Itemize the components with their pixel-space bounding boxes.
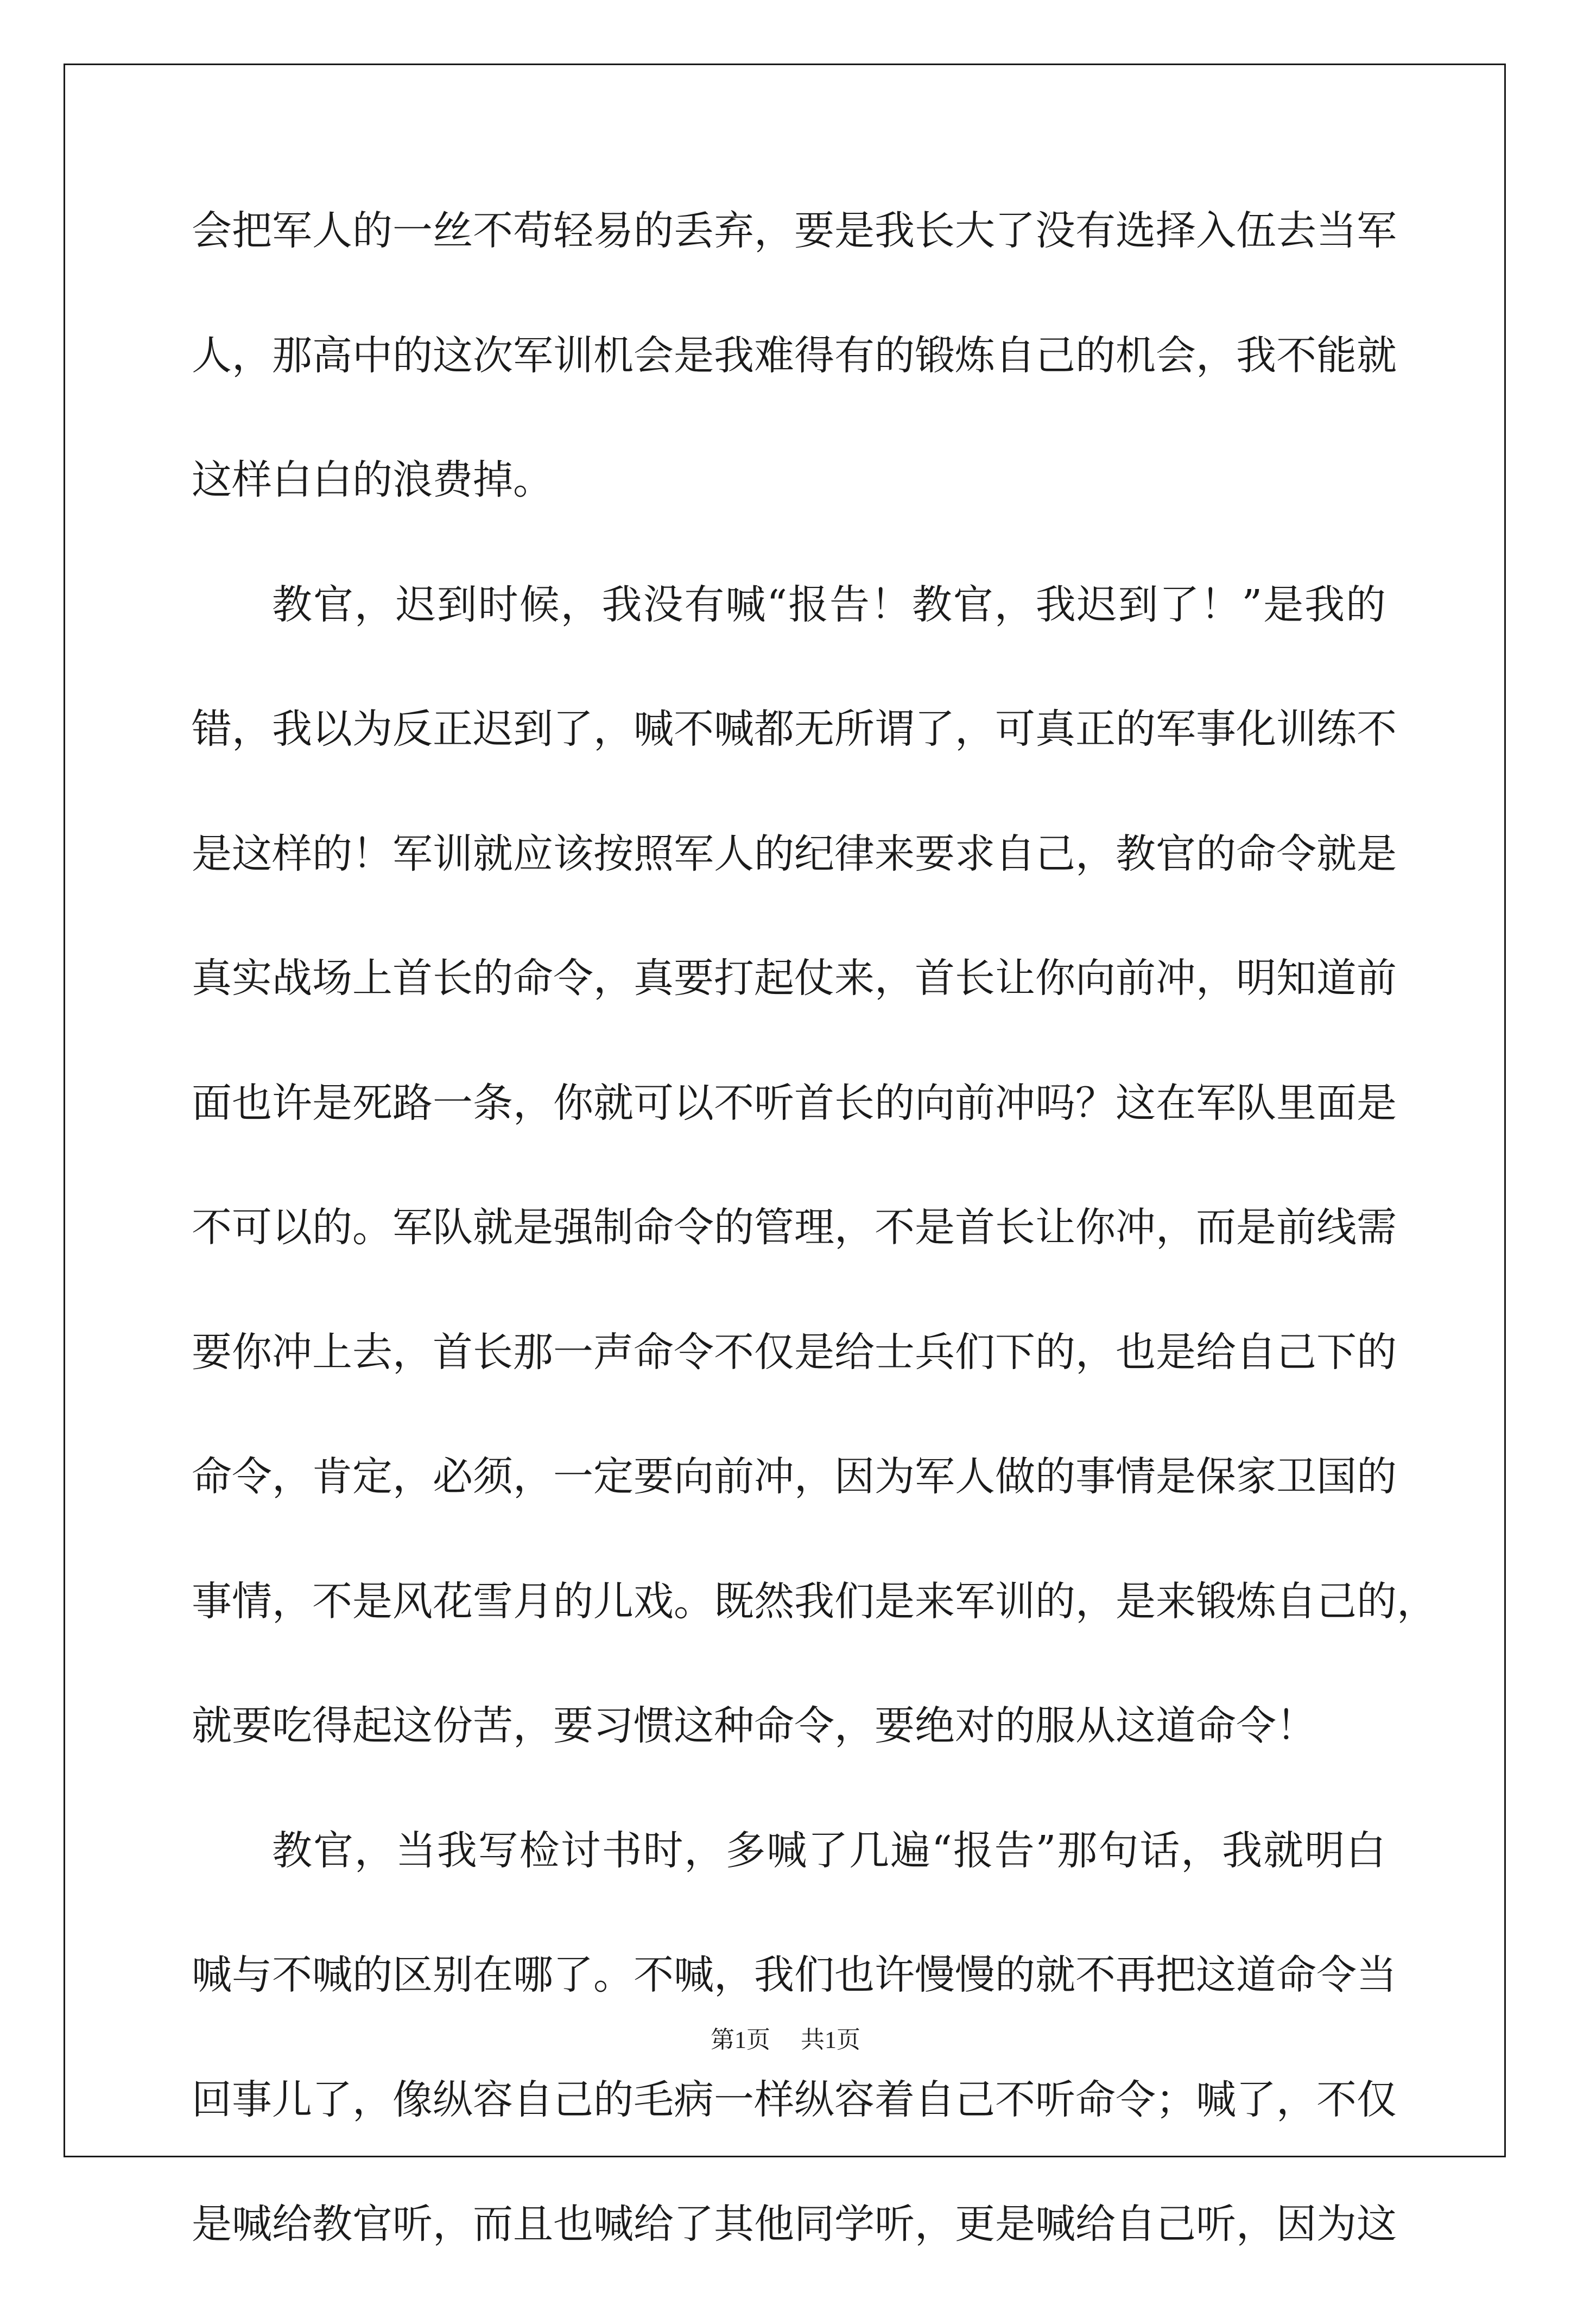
text-line: 不可以的。军队就是强制命令的管理，不是首长让你冲，而是前线需 [192, 1204, 1397, 1251]
text-line: 喊与不喊的区别在哪了。不喊，我们也许慢慢的就不再把这道命令当 [192, 1952, 1397, 1998]
text-line: 回事儿了，像纵容自己的毛病一样纵容着自己不听命令；喊了，不仅 [192, 2076, 1397, 2123]
text-line: 是这样的！军训就应该按照军人的纪律来要求自己，教官的命令就是 [192, 830, 1397, 877]
text-line: 真实战场上首长的命令，真要打起仗来，首长让你向前冲，明知道前 [192, 955, 1397, 1002]
page-total: 共1页 [801, 2027, 860, 2053]
text-line: 是喊给教官听，而且也喊给了其他同学听，更是喊给自己听，因为这 [192, 2201, 1397, 2247]
text-line: 这样白白的浪费掉。 [192, 457, 553, 503]
text-line: 命令，肯定，必须，一定要向前冲，因为军人做的事情是保家卫国的 [192, 1453, 1397, 1500]
text-line: 要你冲上去，首长那一声命令不仅是给士兵们下的，也是给自己下的 [192, 1328, 1397, 1376]
page-footer [0, 2024, 1571, 2056]
document-body [192, 206, 1437, 2324]
text-line: 就要吃得起这份苦，要习惯这种命令，要绝对的服从这道命令！ [192, 1702, 1316, 1749]
text-line: 会把军人的一丝不苟轻易的丢弃，要是我长大了没有选择入伍去当军 [192, 207, 1397, 254]
text-line: 人，那高中的这次军训机会是我难得有的锻炼自己的机会，我不能就 [192, 332, 1397, 379]
text-line: 错，我以为反正迟到了，喊不喊都无所谓了，可真正的军事化训练不 [192, 706, 1397, 752]
text-line: 面也许是死路一条，你就可以不听首长的向前冲吗？这在军队里面是 [192, 1079, 1397, 1126]
text-line: 事情，不是风花雪月的儿戏。既然我们是来军训的，是来锻炼自己的， [192, 1578, 1437, 1625]
text-line: 教官，迟到时候，我没有喊“报告！教官，我迟到了！”是我的 [272, 581, 1386, 628]
text-line: 教官，当我写检讨书时，多喊了几遍“报告”那句话，我就明白 [272, 1827, 1386, 1874]
page-number: 第1页 [711, 2027, 770, 2053]
